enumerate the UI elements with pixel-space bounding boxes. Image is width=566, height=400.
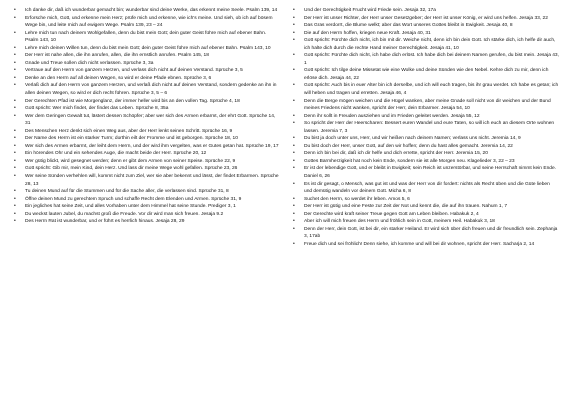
verse-item: • Es ist dir gesagt, o Mensch, was gut ist und was der Herr von dir fordert: nichts als Recht üben und die Güte lieben und demütig wandeln vor deinem Gott. Micha 6, 8 bbox=[293, 181, 559, 196]
verse-item: • Ein hörendes Ohr und ein sehendes Auge, die macht beide der Herr. Sprüche 20, 12 bbox=[14, 150, 280, 158]
verse-item: • Und der Gerechtigkeit Frucht wird Friede sein. Jesaja 32, 17a bbox=[293, 7, 559, 15]
verse-item: • Wer dem Geringen Gewalt tut, lästert dessen Schöpfer; aber wer sich des Armen erbarmt, der ehrt Gott. Sprüche 14, 31 bbox=[14, 113, 280, 128]
verse-item: • Du weckst lauten Jubel, du machst groß die Freude. Vor dir wird man sich freuen. Jesaja 9.2 bbox=[14, 211, 280, 219]
verse-item: • Gott spricht: Ich tilge deine Missetat wie eine Wolke und deine Sünden wie den Nebel. Kehre dich zu mir, denn ich erlöse dich. Jesaja 44, 22 bbox=[293, 67, 559, 82]
verse-item: • Du bist ja doch unter uns, Herr, und wir heißen nach deinem Namen; verlass uns nicht. Jeremia 14, 9 bbox=[293, 135, 559, 143]
verse-item: • Gott spricht: Wer mich findet, der findet das Leben. Sprüche 8, 35a bbox=[14, 105, 280, 113]
verse-item: • So spricht der Herr der Heerscharen: Bessert euren Wandel und eure Taten, so will ich euch an diesem Orte wohnen lassen. Jeremia 7, 3 bbox=[293, 120, 559, 135]
verse-item: • Verlaß dich auf den Herrn von ganzem Herzen, und verlaß dich nicht auf deinen Verstand, sondern gedenke an ihn in allen deinen Wegen, so wird er dich recht führen. Sprüche 3, 5 – 6 bbox=[14, 82, 280, 97]
verse-item: • Der Gerechten Pfad ist wie Morgenglanz, der immer heller wird bis an den vollen Tag. Sprüche 4, 18 bbox=[14, 98, 280, 106]
verse-item: • Gott spricht: Gib mir, mein Kind, dein Herz. Und lass dir meine Wege wohl gefallen. Sprüche 23, 26 bbox=[14, 165, 280, 173]
verse-item: • Öffne deinen Mund zu gerechtem Spruch und schaffe Recht dem Elenden und Armen. Sprüche 31, 9 bbox=[14, 196, 280, 204]
verse-item: • Wer seine Sünden verhehlen will, kommt nicht zum Ziel, wer sie aber bekennt und lässt, der findet Erbarmen. Sprüche 28, 13 bbox=[14, 173, 280, 188]
verse-item: • Der Herr ist nahe allen, die ihn anrufen, allen, die ihn ernstlich anrufen. Psalm 145, 18 bbox=[14, 52, 280, 60]
verse-item: • Gott spricht: Fürchte dich nicht, ich bin mit dir. Weiche nicht, denn ich bin dein Gott. Ich stärke dich, ich helfe dir auch, ich halte dich durch die rechte Hand meiner Gerechtigkeit. Jesaja 41, 10 bbox=[293, 37, 559, 52]
verse-item: • Gott spricht: Auch bis in euer Alter bin ich derselbe, und ich will euch tragen, bis ihr grau werdet. Ich habe es getan; ich will heben und tragen und erretten. Jesaja 46, 4 bbox=[293, 82, 559, 97]
verse-item: • Suchet den Herrn, so werdet ihr leben. Amos 5, 6 bbox=[293, 196, 559, 204]
right-column bbox=[293, 7, 559, 249]
verse-item: • Des Menschen Herz denkt sich einen Weg aus, aber der Herr lenkt seinen Schritt. Sprüche 16, 9 bbox=[14, 128, 280, 136]
verse-item: • Denn ihr sollt in Freuden ausziehen und im Frieden geleitet werden. Jesaja 55, 12 bbox=[293, 113, 559, 121]
verse-item: • Der Name des Herrn ist ein starker Turm; dorthin eilt der Fromme und ist geborgen. Sprüche 18, 10 bbox=[14, 135, 280, 143]
verse-item: • Gnade und Treue sollen dich nicht verlassen. Sprüche 3, 3a bbox=[14, 60, 280, 68]
verse-item: • Lehre mich tun nach deinem Wohlgefallen, denn du bist mein Gott; dein guter Geist führe mich auf ebener Bahn. Psalm 143, 10 bbox=[14, 30, 280, 45]
verse-item: • Das Gras verdorrt, die Blume welkt; aber das Wort unseres Gottes bleibt in Ewigkeit. Jesaja 40, 8 bbox=[293, 22, 559, 30]
verse-item: • Vertraue auf den Herrn von ganzem Herzen, und verlass dich nicht auf deinen Verstand. Sprüche 3, 5 bbox=[14, 67, 280, 75]
verse-item: • Gottes Barmherzigkeit hat noch kein Ende, sondern sie ist alle Morgen neu. Klagelieder 3, 22 – 23 bbox=[293, 158, 559, 166]
verse-item: • Der Herr ist gütig und eine Feste zur Zeit der Not und kennt die, die auf ihn trauen. Nahum 1, 7 bbox=[293, 203, 559, 211]
verse-item: • Ich danke dir, daß ich wunderbar gemacht bin; wunderbar sind deine Werke, das erkennt meine Seele. Psalm 139, 14 bbox=[14, 7, 280, 15]
verse-item: • Der Gerechte wird kraft seiner Treue gegen Gott am Leben bleiben. Habakuk 2, 4 bbox=[293, 211, 559, 219]
verse-item: • Aber ich will mich freuen des Herrn und fröhlich sein in Gott, meinem Heil. Habakuk 3, 18 bbox=[293, 218, 559, 226]
verse-item: • Tu deinen Mund auf für die Stummen und für die Sache aller, die verlassen sind. Sprüche 31, 8 bbox=[14, 188, 280, 196]
verse-item: • Denke an den Herrn auf all deinen Wegen, so wird er deine Pfade ebnen. Sprüche 3, 6 bbox=[14, 75, 280, 83]
left-verse-list bbox=[14, 7, 280, 226]
verse-item: • Gott spricht: Fürchte dich nicht, ich habe dich erlöst. Ich habe dich bei deinem Namen gerufen, du bist mein. Jesaja 43, 1 bbox=[293, 52, 559, 67]
verse-item: • Er ist der lebendige Gott, und er bleibt in Ewigkeit; sein Reich ist unzerstörbar, und seine Herrschaft nimmt kein Ende. Daniel 6, 26 bbox=[293, 165, 559, 180]
verse-item: • Ein jegliches hat seine Zeit, und alles Vorhaben unter dem Himmel hat seine Stunde. Prediger 3, 1 bbox=[14, 203, 280, 211]
verse-item: • Freue dich und sei fröhlich! Denn siehe, ich komme und will bei dir wohnen, spricht der Herr. Sacharja 2, 14 bbox=[293, 241, 559, 249]
verse-item: • Der Herr ist unser Richter, der Herr unser Gesetzgeber; der Herr ist unser König, er wird uns helfen. Jesaja 33, 22 bbox=[293, 15, 559, 23]
verse-item: • Wer sich des Armen erbarmt, der leiht dem Herrn, und der wird ihm vergelten, was er Gutes getan hat. Sprüche 19, 17 bbox=[14, 143, 280, 151]
right-verse-list bbox=[293, 7, 559, 249]
verse-item: • Du bist doch der Herr, unser Gott, auf den wir hoffen; denn du hast alles gemacht. Jeremia 14, 22 bbox=[293, 143, 559, 151]
verse-item: • Die auf den Herrn hoffen, kriegen neue Kraft. Jesaja 40, 31 bbox=[293, 30, 559, 38]
verse-item: • Des Herrn Rat ist wunderbar, und er führt es herrlich hinaus. Jesaja 28, 29 bbox=[14, 218, 280, 226]
verse-item: • Denn ich bin bei dir, daß ich dir helfe und dich errette, spricht der Herr. Jeremia 15, 20 bbox=[293, 150, 559, 158]
verse-item: • Erforsche mich, Gott, und erkenne mein Herz; prüfe mich und erkenne, wie ich's meine. Und sieh, ob ich auf bösem Wege bin, und leite mich auf ewigem Wege. Psalm 139, 23 – 24 bbox=[14, 15, 280, 30]
verse-item: • Wer gütig blickt, wird gesegnet werden; denn er gibt dem Armen von seiner Speise. Sprüche 22, 9 bbox=[14, 158, 280, 166]
verse-item: • Denn der Herr, dein Gott, ist bei dir, ein starker Heiland. Er wird sich über dich freuen und dir freundlich sein. Zephanja 3, 17ab bbox=[293, 226, 559, 241]
verse-item: • Lehre mich deinen Willen tun, denn du bist mein Gott; dein guter Geist führe mich auf ebener Bahn. Psalm 143, 10 bbox=[14, 45, 280, 53]
left-column bbox=[14, 7, 280, 226]
verse-item: • Denn die Berge mögen weichen und die Hügel wanken, aber meine Gnade soll nicht von dir weichen und der Bund meines Friedens nicht wanken, spricht der Herr, dein Erbarmer. Jesaja 54, 10 bbox=[293, 98, 559, 113]
